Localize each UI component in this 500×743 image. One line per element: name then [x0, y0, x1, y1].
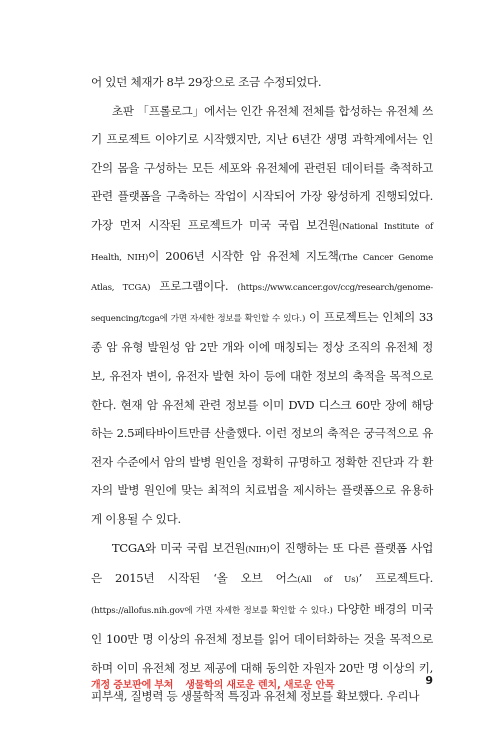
running-footer: [91, 676, 433, 691]
paragraph-3-text-d: 다양한 배경의 미국인 100만 명 이상의 유전체 정보를 읽어 데이터화하는 것을 목적으로 하며 이미 유전체 정보 제공에 대해 동의한 자원자 20만 명 이상의 키, 피부색, 질병력 등 생물학적 특징과 유전체 정보를 확보했다. 우리나: [91, 601, 433, 704]
paragraph-1-text: 어 있던 체재가 8부 29장으로 조금 수정되었다.: [91, 75, 322, 89]
paragraph-3-text-c: ’ 프로젝트다.: [358, 571, 433, 586]
all-of-us-english-name: (All of Us): [297, 575, 359, 586]
paragraph-3-text: TCGA와 미국 국립 보건원: [111, 540, 246, 555]
body-text: [91, 68, 433, 711]
paragraph-2-text: 초판 「프롤로그」에서는 인간 유전체 전체를 합성하는 유전체 쓰기 프로젝트 이야기로 시작했지만, 지난 6년간 생명 과학계에서는 인간의 몸을 구성하는 모든 세포와 유전체에 관련된 데이터를 축적하고 관련 플랫폼을 구축하는 작업이 시작되어 가장 왕성하게 진행되었다. 가장 먼저 시작된 프로젝트가 미국 국립 보건원: [91, 103, 433, 232]
paragraph-3-text-b: 이 진행하는 또 다른 플랫폼 사업은 2015년 시작된 ‘올 오브 어스: [91, 540, 433, 586]
all-of-us-url-note: (https://allofus.nih.gov에 가면 자세한 정보를 확인할 수 있다.): [91, 605, 333, 616]
nih-english-name: (National Institute of Health, NIH): [91, 221, 434, 263]
tcga-english-name: (The Cancer Genome Atlas, TCGA): [91, 252, 433, 294]
paragraph-2: [91, 97, 433, 534]
paragraph-1: [91, 68, 433, 97]
page-number: 9: [425, 674, 433, 687]
paragraph-2-text-d: 이 프로젝트는 인체의 33종 암 유형 발원성 암 2만 개와 이에 매칭되는 정상 조직의 유전체 정보, 유전자 변이, 유전자 발현 차이 등에 대한 정보의 축적을 목적으로 한다. 현재 암 유전체 관련 정보를 이미 DVD 디스크 60만 장에 해당하는 2.5페타바이트만큼 산출했다. 이런 정보의 축적은 궁극적으로 유전자 수준에서 암의 발병 원인을 정확히 규명하고 정확한 진단과 각 환자의 발병 원인에 맞는 최적의 치료법을 제시하는 플랫폼으로 유용하게 이용될 수 있다.: [91, 309, 434, 526]
paragraph-2-text-b: 이 2006년 시작한 암 유전체 지도책: [148, 248, 339, 263]
tcga-url-note: (https://www.cancer.gov/ccg/research/genome-sequencing/tcga에 가면 자세한 정보를 확인할 수 있다.): [91, 283, 433, 324]
footer-edition-label: 개정 증보판에 부쳐: [91, 680, 174, 691]
paragraph-2-text-c: 프로그램이다.: [150, 279, 229, 294]
nih-abbrev: (NIH): [245, 544, 270, 555]
footer-book-title: 생물학의 새로운 렌치, 새로운 안목: [185, 680, 335, 691]
